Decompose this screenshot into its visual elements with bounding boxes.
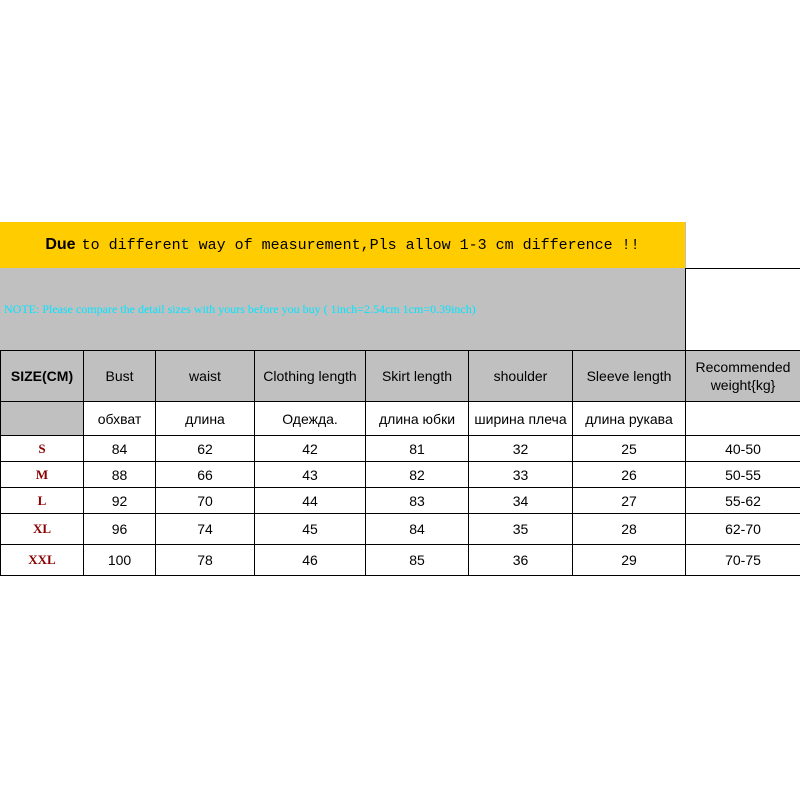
waist-value: 74 (156, 514, 255, 545)
shoulder-value: 36 (469, 545, 573, 576)
note-side-cell (685, 268, 800, 350)
sleeve-value: 27 (573, 488, 686, 514)
sleeve-value: 28 (573, 514, 686, 545)
note-text: NOTE: Please compare the detail sizes with yours before you buy ( 1inch=2.54cm 1cm=0.39inch) (4, 301, 476, 316)
skirt-value: 85 (366, 545, 469, 576)
note-row (0, 268, 685, 350)
skirt-value: 84 (366, 514, 469, 545)
clothing-value: 44 (255, 488, 366, 514)
waist-value: 62 (156, 436, 255, 462)
weight-value: 50-55 (686, 462, 800, 488)
russian-bust: обхват (84, 402, 156, 436)
measurement-banner (0, 222, 685, 268)
russian-header-row (1, 402, 800, 436)
header-shoulder: shoulder (469, 351, 573, 402)
header-row (1, 351, 800, 402)
weight-value: 62-70 (686, 514, 800, 545)
sleeve-value: 29 (573, 545, 686, 576)
russian-weight (686, 402, 800, 436)
header-sleeve-length: Sleeve length (573, 351, 686, 402)
size-table (0, 350, 800, 576)
header-waist: waist (156, 351, 255, 402)
bust-value: 88 (84, 462, 156, 488)
sleeve-value: 25 (573, 436, 686, 462)
table-row (1, 488, 800, 514)
header-clothing-length: Clothing length (255, 351, 366, 402)
shoulder-value: 32 (469, 436, 573, 462)
russian-shoulder: ширина плеча (469, 402, 573, 436)
waist-value: 66 (156, 462, 255, 488)
bust-value: 84 (84, 436, 156, 462)
waist-value: 78 (156, 545, 255, 576)
skirt-value: 82 (366, 462, 469, 488)
russian-sleeve: длина рукава (573, 402, 686, 436)
shoulder-value: 33 (469, 462, 573, 488)
shoulder-value: 35 (469, 514, 573, 545)
sleeve-value: 26 (573, 462, 686, 488)
weight-value: 55-62 (686, 488, 800, 514)
header-size: SIZE(CM) (1, 351, 84, 402)
size-label: S (1, 436, 84, 462)
bust-value: 96 (84, 514, 156, 545)
bust-value: 100 (84, 545, 156, 576)
size-label: M (1, 462, 84, 488)
weight-value: 70-75 (686, 545, 800, 576)
clothing-value: 42 (255, 436, 366, 462)
table-row (1, 514, 800, 545)
header-recommended-weight: Recommended weight{kg} (686, 351, 800, 402)
skirt-value: 83 (366, 488, 469, 514)
waist-value: 70 (156, 488, 255, 514)
table-row (1, 545, 800, 576)
size-label: XL (1, 514, 84, 545)
banner-side-cell (685, 222, 800, 268)
banner-lead: Due (45, 236, 76, 253)
russian-skirt: длина юбки (366, 402, 469, 436)
header-skirt-length: Skirt length (366, 351, 469, 402)
russian-clothing: Одежда. (255, 402, 366, 436)
russian-waist: длина (156, 402, 255, 436)
size-label: L (1, 488, 84, 514)
russian-blank (1, 402, 84, 436)
clothing-value: 43 (255, 462, 366, 488)
size-label: XXL (1, 545, 84, 576)
table-row (1, 436, 800, 462)
skirt-value: 81 (366, 436, 469, 462)
weight-value: 40-50 (686, 436, 800, 462)
clothing-value: 46 (255, 545, 366, 576)
bust-value: 92 (84, 488, 156, 514)
banner-text: to different way of measurement,Pls allow 1-3 cm difference !! (81, 236, 640, 254)
clothing-value: 45 (255, 514, 366, 545)
table-row (1, 462, 800, 488)
shoulder-value: 34 (469, 488, 573, 514)
header-bust: Bust (84, 351, 156, 402)
